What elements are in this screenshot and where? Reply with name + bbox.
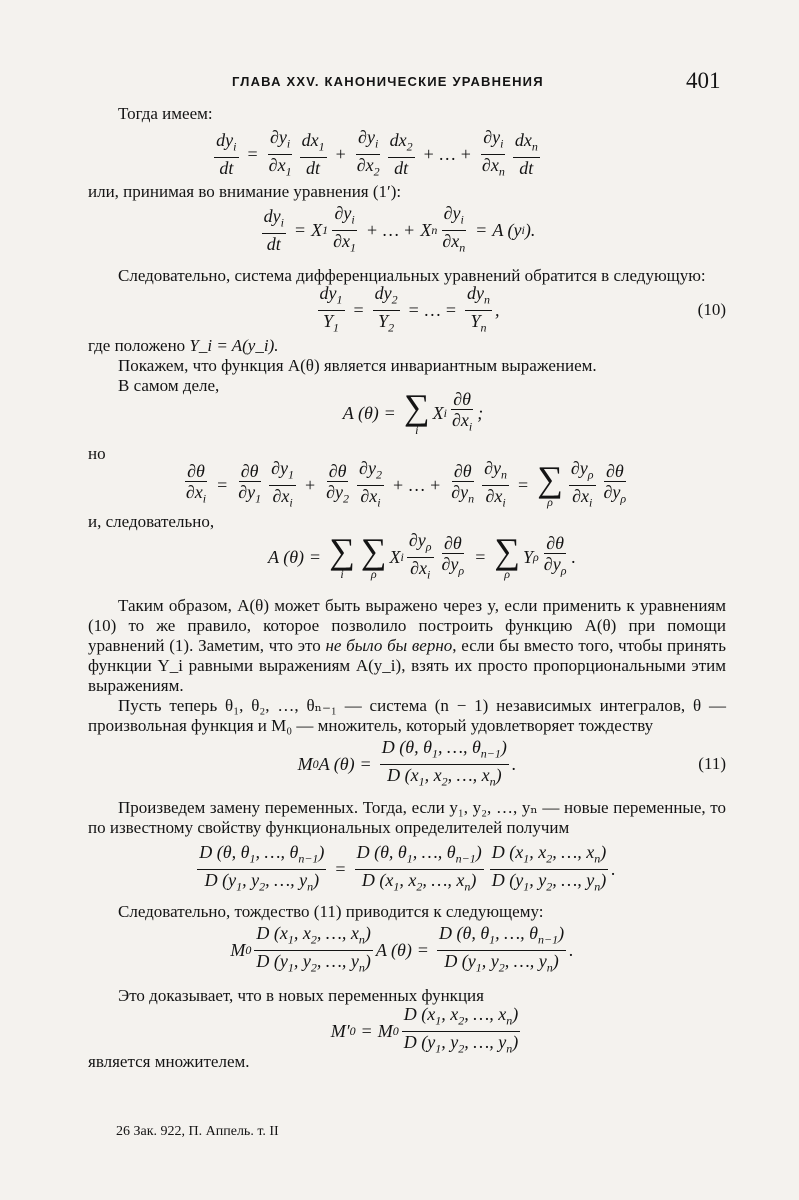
equation-number: (10)	[697, 300, 726, 319]
equation-10: $\frac{dy_1}{Y_1}$ = $\frac{dy_2}{Y_2}$ = … = $\frac{dy_n}{Y_n}$ , (10)	[319, 282, 726, 335]
paragraph: Следовательно, система дифференциальных уравнений обратится в следующую:	[118, 266, 706, 285]
equation-transformed: M 0 $\frac{D (x_1, x_2, \dots, x_n)}{D (y_1, y_2, \dots, y_n)}$ A (θ) = $\frac{D (\theta, \theta_1, \dots, \theta_{n-1})}{D (y_1, y_2, \dots, y_n)}$ .	[230, 922, 574, 975]
paragraph: Таким образом, A(θ) может быть выражено через y, если применить к уравнениям (10) то же правило, которое позволило построить функцию A(θ) при помощи уравнений (1). Заметим, что это не было бы верно, если бы вместо того, чтобы принять функции Y_i равными выражениям A(y_i), взять их просто пропорциональными этим выражениям.	[88, 596, 726, 695]
running-header	[0, 70, 799, 94]
equation-operator-A: $\frac{dy_i}{dt}$ = X 1 $\frac{\partial y_i}{\partial x_1}$ + … + X n $\frac{\partial y_i}{\partial x_n}$ = A (y i ).	[263, 202, 536, 255]
equation-chain-rule: $\frac{\partial\theta}{\partial x_i}$ = $\frac{\partial\theta}{\partial y_1}$ $\frac{\partial y_1}{\partial x_i}$ + $\frac{\partial\theta}{\partial y_2}$ $\frac{\partial y_2}{\partial x_i}$ + … + $\frac{\partial\theta}{\partial y_n}$ $\frac{\partial y_n}{\partial x_i}$ = ∑ ρ $\frac{\partial y_\rho}{\partial x_i}$ $\frac{\partial\theta}{\partial y_\rho}$	[185, 457, 627, 510]
equation-A-theta-y: A (θ) = ∑ i ∑ ρ X i $\frac{\partial y_\rho}{\partial x_i}$ $\frac{\partial\theta}{\partial y_\rho}$ = ∑ ρ Y ρ $\frac{\partial\theta}{\partial y_\rho}$ .	[268, 529, 576, 582]
page-number: 401	[686, 68, 721, 93]
paragraph: Произведем замену переменных. Тогда, если y₁, y₂, …, yₙ — новые переменные, то по известному свойству функциональных определителей получим	[88, 798, 726, 837]
paragraph: Покажем, что функция A(θ) является инвариантным выражением.	[118, 356, 597, 375]
paragraph: Пусть теперь θ₁, θ₂, …, θₙ₋₁ — система (n − 1) независимых интегралов, θ — произвольная функция и M₀ — множитель, который удовлетворяет тождеству	[88, 696, 726, 735]
print-signature: 26 Зак. 922, П. Аппель. т. II	[116, 1124, 279, 1139]
paragraph: где положено Y_i = A(y_i).	[88, 336, 279, 355]
equation-jacobian-product: $\frac{D (\theta, \theta_1, \dots, \theta_{n-1})}{D (y_1, y_2, \dots, y_n)}$ = $\frac{D (\theta, \theta_1, \dots, \theta_{n-1})}{D (x_1, x_2, \dots, x_n)}$ $\frac{D (x_1, x_2, \dots, x_n)}{D (y_1, y_2, \dots, y_n)}$ .	[199, 841, 616, 894]
equation-total-derivative: $\frac{dy_i}{dt}$ = $\frac{\partial y_i}{\partial x_1}$ $\frac{dx_1}{dt}$ + $\frac{\partial y_i}{\partial x_2}$ $\frac{dx_2}{dt}$ + … + $\frac{\partial y_i}{\partial x_n}$ $\frac{dx_n}{dt}$	[216, 126, 538, 179]
paragraph: является множителем.	[88, 1052, 250, 1071]
equation-new-multiplier: M′ 0 = M 0 $\frac{D (x_1, x_2, \dots, x_n)}{D (y_1, y_2, \dots, y_n)}$	[330, 1003, 519, 1056]
page-body	[88, 104, 726, 1072]
chapter-title: ГЛАВА XXV. КАНОНИЧЕСКИЕ УРАВНЕНИЯ	[232, 74, 544, 89]
paragraph: Следовательно, тождество (11) приводится к следующему:	[118, 902, 544, 921]
paragraph: Тогда имеем:	[118, 104, 213, 123]
equation-number: (11)	[698, 754, 726, 773]
equation-A-theta: A (θ) = ∑ i X i $\frac{\partial\theta}{\partial x_i}$ ;	[342, 387, 484, 437]
paragraph: Это доказывает, что в новых переменных функция	[118, 986, 484, 1005]
paragraph: и, следовательно,	[88, 512, 215, 531]
paragraph: В самом деле,	[118, 376, 220, 395]
paragraph: но	[88, 444, 106, 463]
paragraph: или, принимая во внимание уравнения (1′):	[88, 182, 402, 201]
equation-11: M 0 A (θ) = $\frac{D (\theta, \theta_1, \dots, \theta_{n-1})}{D (x_1, x_2, \dots, x_n)}$ . (11)	[297, 736, 726, 789]
